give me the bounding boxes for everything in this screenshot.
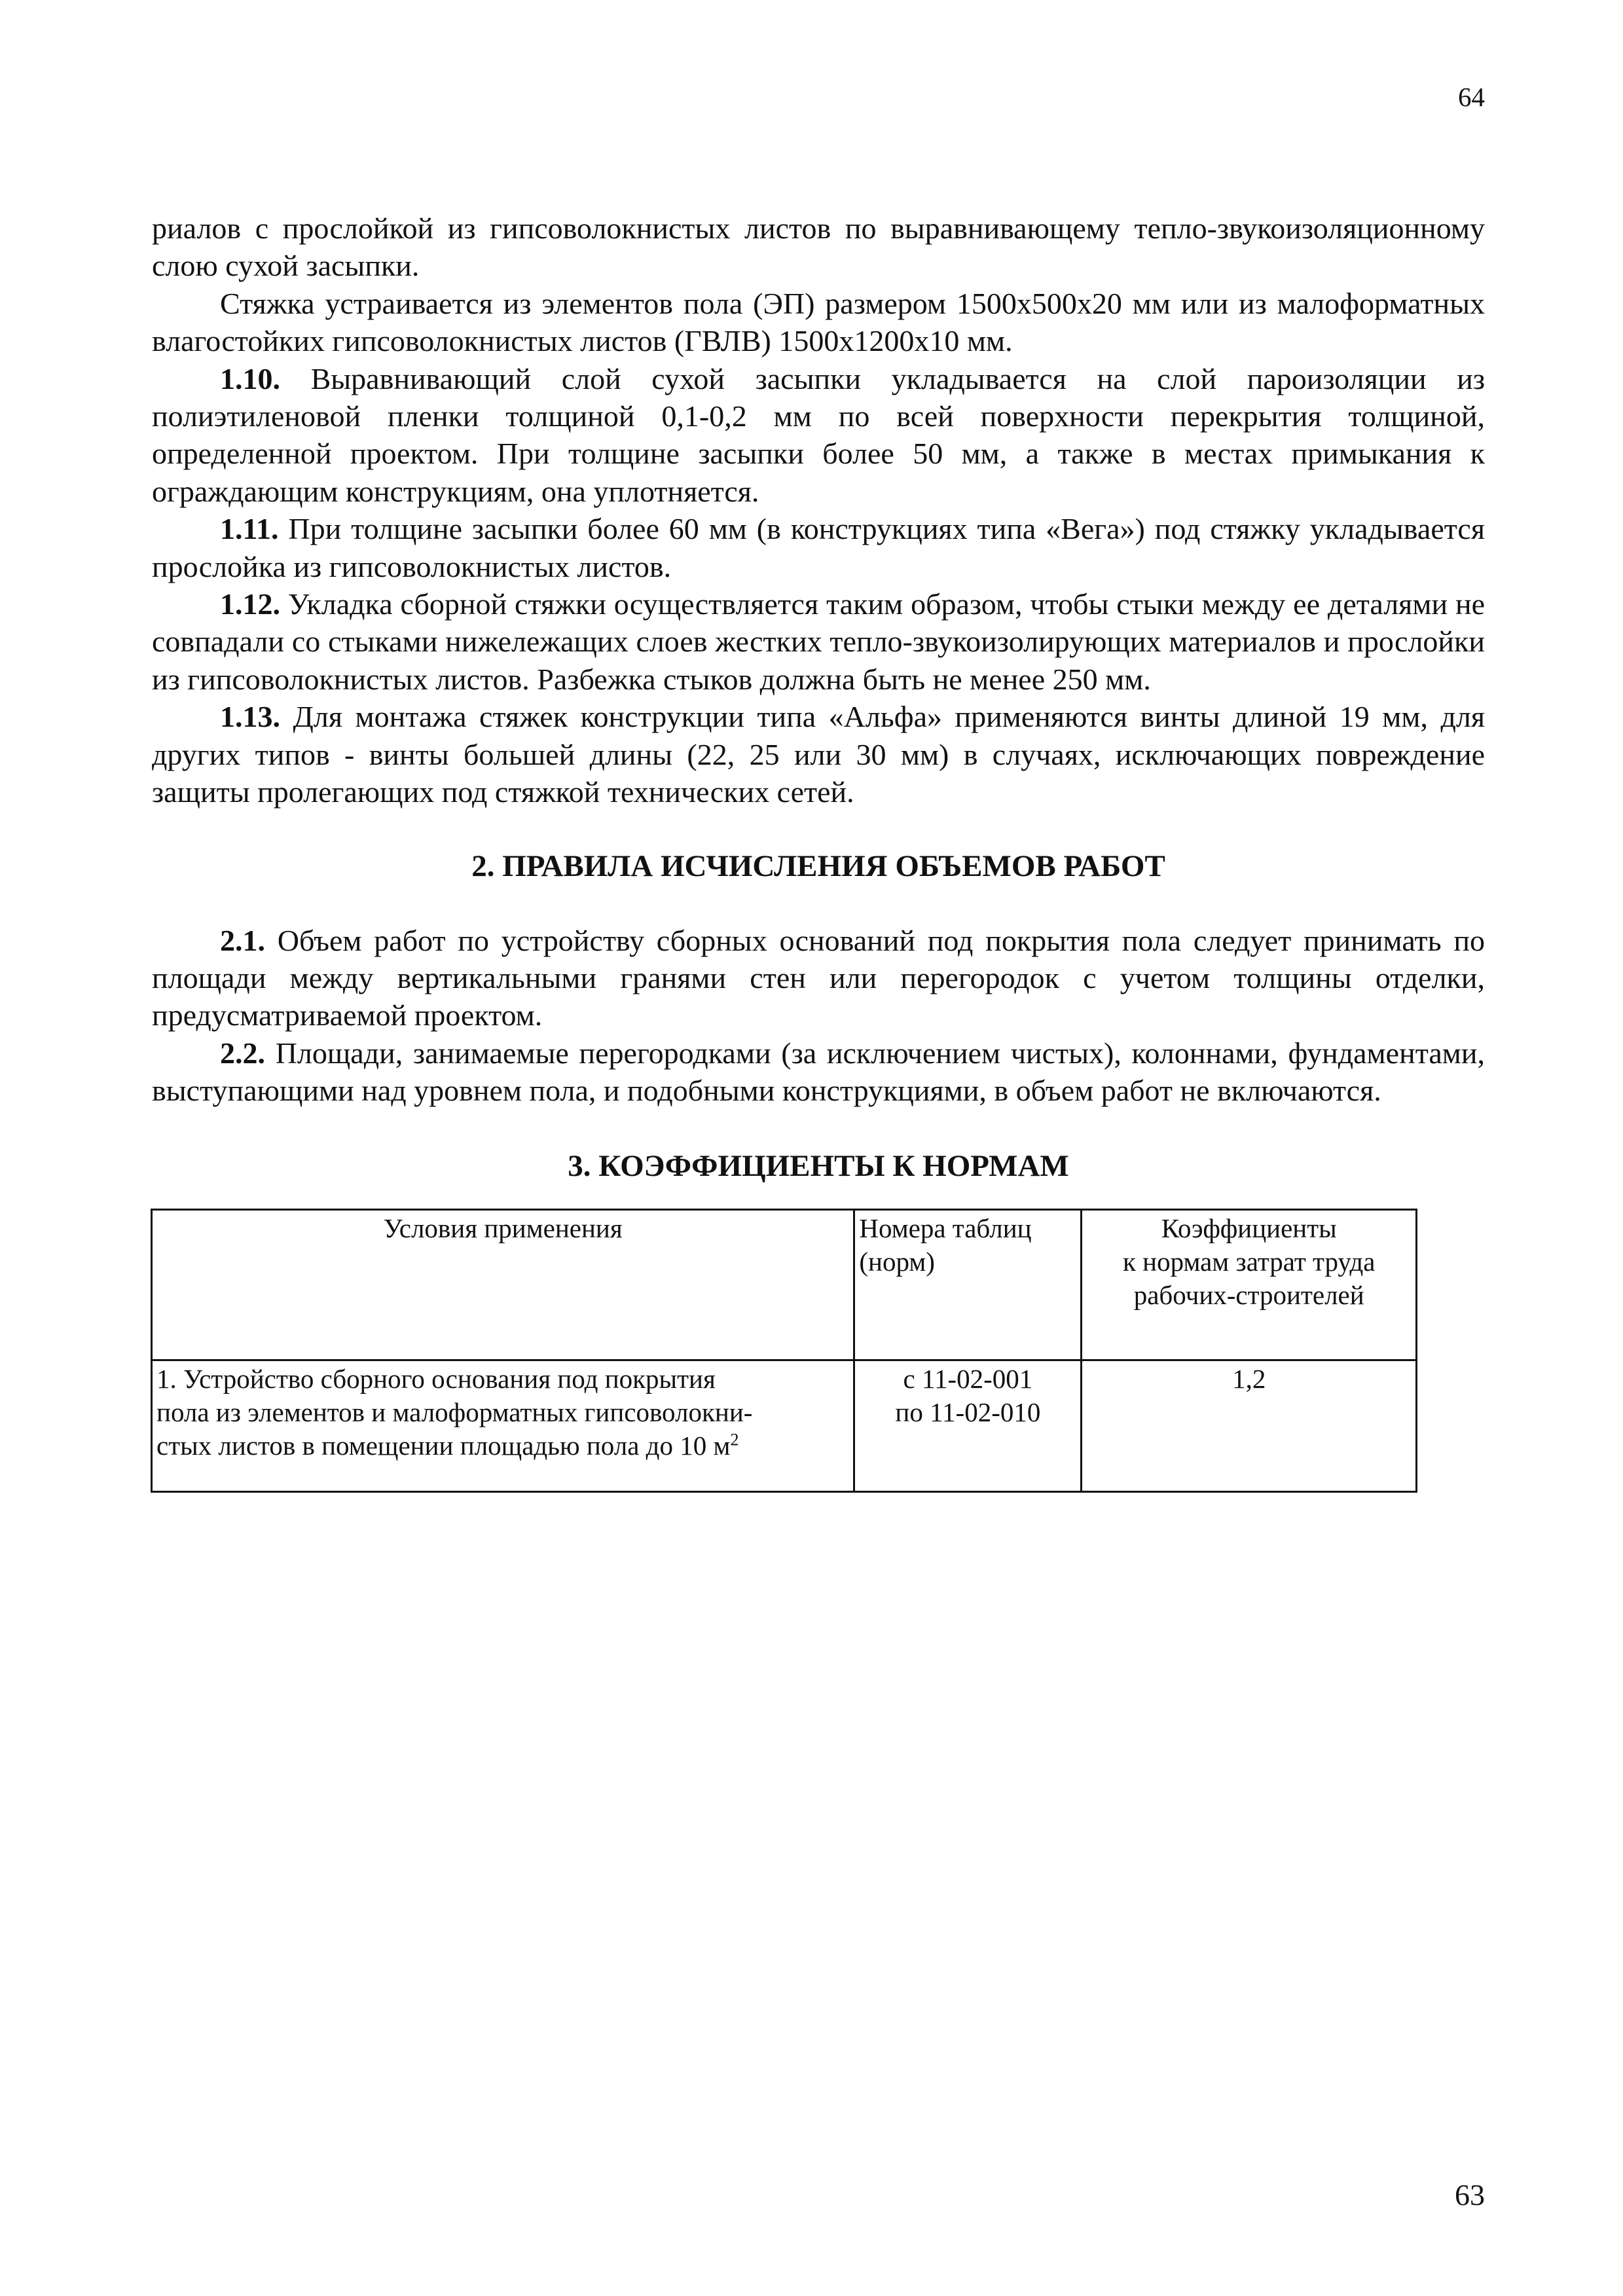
clause-1-13: [152, 698, 1485, 811]
clause-number: 1.13.: [220, 700, 280, 734]
clause-text: Выравнивающий слой сухой засыпки укладывается на слой пароизоляции из полиэтиленовой пленки толщиной 0,1-0,2 мм по всей поверхности перекрытия толщиной, определенной проектом. При толщине засыпки более 50 мм, а также в местах примыкания к ограждающим конструкциям, она уплотняется.: [152, 361, 1485, 508]
clause-number: 2.1.: [220, 923, 265, 957]
cell-table-numbers: с 11-02-001 по 11-02-010: [854, 1360, 1082, 1491]
clause-2-1: [152, 922, 1485, 1034]
clause-number: 1.12.: [220, 587, 280, 621]
paragraph-screed: [152, 285, 1485, 360]
page-number-top: 64: [1458, 82, 1485, 112]
table-header-row: [152, 1209, 1417, 1360]
cell-coefficient: 1,2: [1082, 1360, 1417, 1491]
clause-1-10: [152, 360, 1485, 511]
page-number-bottom: 63: [1455, 2178, 1485, 2212]
clause-1-11: [152, 510, 1485, 585]
clause-text: Для монтажа стяжек конструкции типа «Альфа» применяются винты длиной 19 мм, для других типов - винты большей длины (22, 25 или 30 мм) в случаях, исключающих повреждение защиты пролегающих под стяжкой технических сетей.: [152, 700, 1485, 809]
document-body: [152, 210, 1485, 1493]
paragraph-text: Стяжка устраивается из элементов пола (ЭП) размером 1500х500х20 мм или из малоформатных влагостойких гипсоволокнистых листов (ГВЛВ) 1500х1200х10 мм.: [152, 286, 1485, 358]
clause-text: Укладка сборной стяжки осуществляется таким образом, чтобы стыки между ее деталями не совпадали со стыками нижележащих слоев жестких тепло-звукоизолирующих материалов и прослойки из гипсоволокнистых листов. Разбежка стыков должна быть не менее 250 мм.: [152, 587, 1485, 696]
clause-text: Площади, занимаемые перегородками (за исключением чистых), колоннами, фундаментами, выступающими над уровнем пола, и подобными конструкциями, в объем работ не включаются.: [152, 1036, 1485, 1108]
paragraph-continuation: [152, 210, 1485, 285]
paragraph-text: риалов с прослойкой из гипсоволокнистых листов по выравнивающему тепло-звукоизоляционному слою сухой засыпки.: [152, 211, 1485, 283]
clause-1-12: [152, 585, 1485, 698]
coefficients-table: [151, 1209, 1417, 1493]
superscript-2: 2: [730, 1429, 739, 1449]
table-row: [152, 1360, 1417, 1491]
header-coefficients: Коэффициенты к нормам затрат труда рабочих-строителей: [1082, 1209, 1417, 1360]
clause-text: Объем работ по устройству сборных оснований под покрытия пола следует принимать по площади между вертикальными гранями стен или перегородок с учетом толщины отделки, предусматриваемой проектом.: [152, 923, 1485, 1032]
clause-2-2: [152, 1034, 1485, 1110]
header-conditions: Условия применения: [152, 1209, 854, 1360]
clause-number: 1.10.: [220, 361, 280, 395]
section-3-heading: 3. КОЭФФИЦИЕНТЫ К НОРМАМ: [568, 1148, 1069, 1183]
clause-number: 1.11.: [220, 512, 279, 546]
cell-conditions: 1. Устройство сборного основания под покрытия пола из элементов и малоформатных гипсоволокни- стых листов в помещении площадью пола до 10 $м^2$: [152, 1360, 854, 1491]
clause-number: 2.2.: [220, 1036, 265, 1070]
header-table-numbers: Номера таблиц (норм): [854, 1209, 1082, 1360]
clause-text: При толщине засыпки более 60 мм (в конструкциях типа «Вега») под стяжку укладывается прослойка из гипсоволокнистых листов.: [152, 512, 1485, 583]
section-2-heading: 2. ПРАВИЛА ИСЧИСЛЕНИЯ ОБЪЕМОВ РАБОТ: [471, 848, 1165, 883]
